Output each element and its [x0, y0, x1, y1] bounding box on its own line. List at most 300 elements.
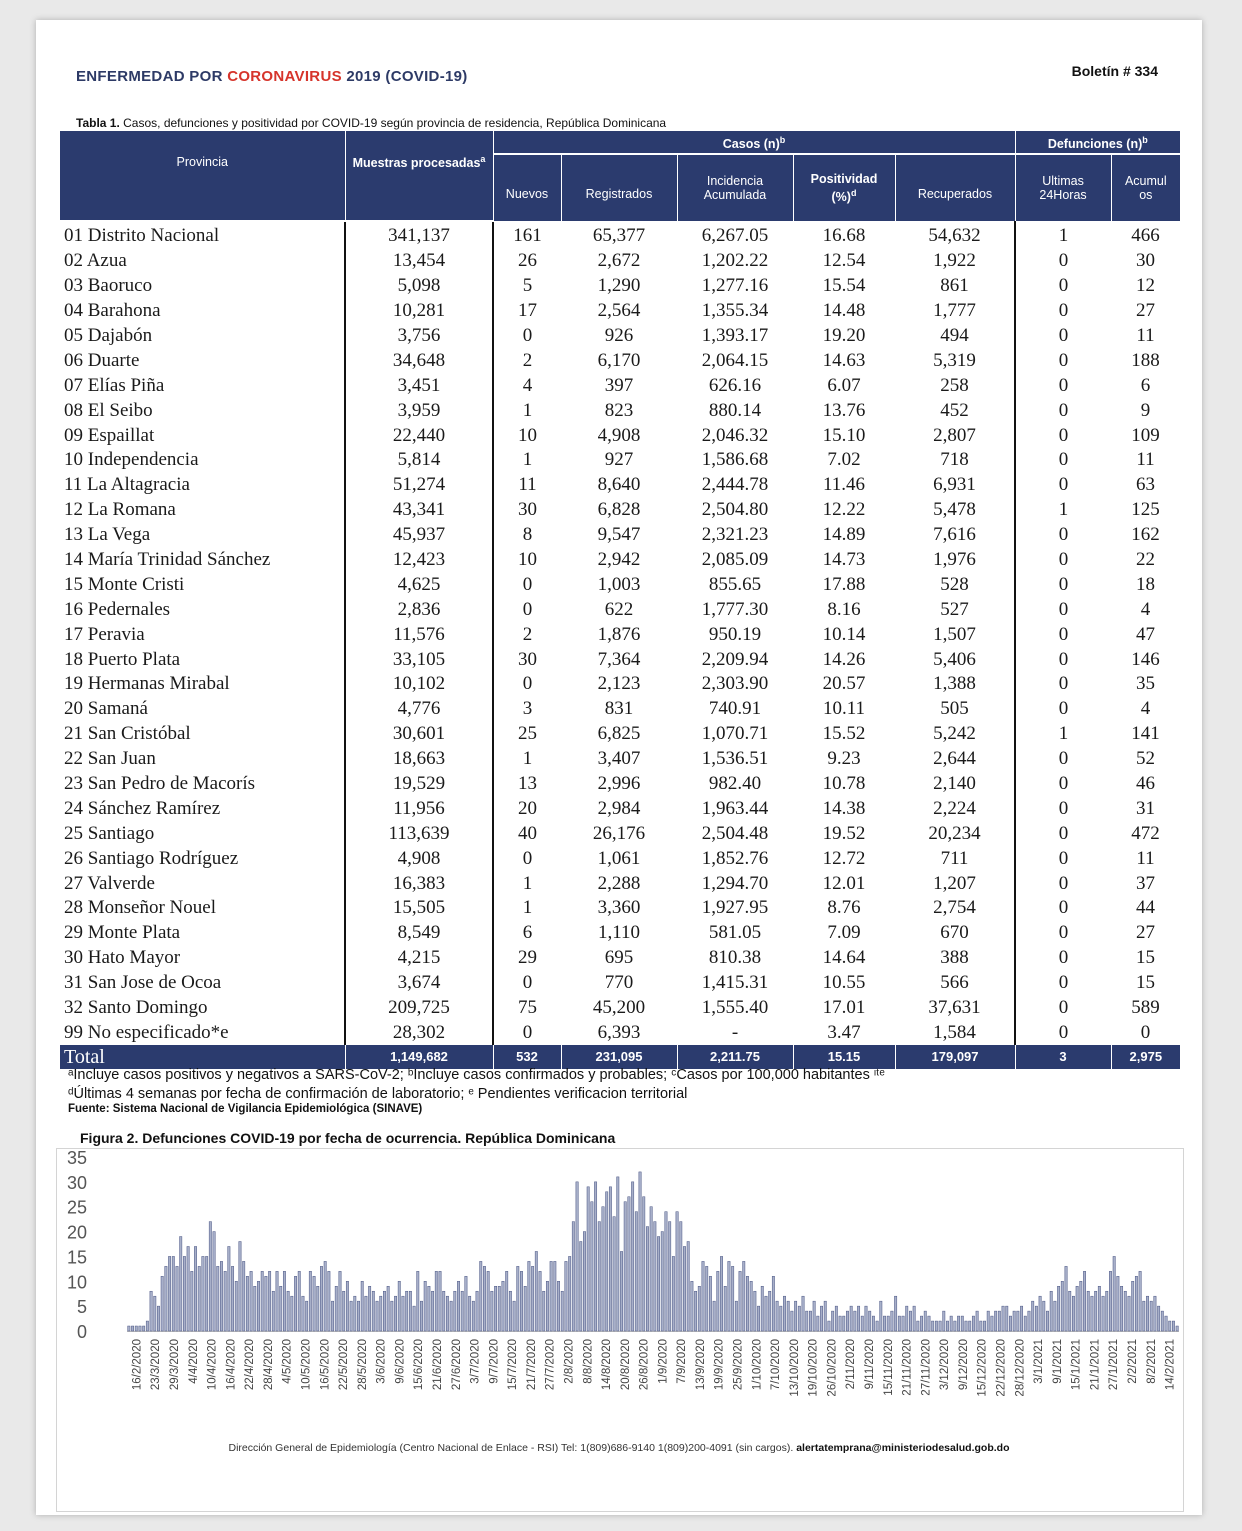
table-cell: 1,777.30: [701, 598, 769, 620]
table-cell: 341,137: [388, 225, 450, 247]
table-cell: 861: [940, 275, 969, 297]
death-bar: [435, 1271, 437, 1331]
province-name-cell: 22 San Juan: [60, 747, 345, 772]
x-tick-label: 29/3/2020: [169, 1339, 181, 1391]
table-cell: 30: [493, 498, 561, 523]
x-tick-label: 16/4/2020: [225, 1339, 238, 1391]
table-cell: 589: [1131, 997, 1160, 1019]
table-row: [60, 747, 1180, 772]
table-cell: 10,281: [392, 300, 446, 322]
death-bar: [802, 1296, 804, 1331]
table-cell: 1,536.51: [701, 748, 769, 770]
death-bar: [428, 1286, 430, 1331]
col-provincia: Provincia: [60, 131, 345, 221]
death-bar: [1172, 1321, 1174, 1331]
death-bar: [402, 1296, 404, 1331]
death-bar: [1109, 1271, 1111, 1331]
death-bar: [187, 1246, 189, 1331]
col-nuevos: Nuevos: [493, 154, 561, 221]
death-bar: [865, 1306, 867, 1331]
death-bar: [787, 1301, 789, 1331]
table-cell: 16.68: [822, 224, 866, 246]
death-bar: [954, 1321, 956, 1331]
table-cell: 15: [1136, 947, 1156, 969]
province-name-cell: 10 Independencia: [60, 448, 345, 473]
death-bar: [1169, 1321, 1171, 1331]
table-cell: 9.23: [827, 748, 861, 770]
footer-email[interactable]: alertatemprana@ministeriodesalud.gob.do: [796, 1442, 1010, 1454]
table-cell: 0: [1015, 473, 1111, 498]
table-cell: 15.15: [793, 1045, 895, 1069]
table-cell: 162: [1131, 524, 1160, 546]
death-bar: [680, 1222, 682, 1331]
death-bar: [720, 1256, 722, 1331]
table-cell: 26,176: [592, 822, 646, 844]
x-tick-label: 28/5/2020: [356, 1339, 369, 1391]
table-cell: 45,200: [592, 997, 646, 1019]
table-cell: 718: [940, 449, 969, 471]
table-cell: 472: [1131, 822, 1160, 844]
table-cell: 2,564: [597, 300, 641, 322]
table-cell: 1,777: [933, 300, 976, 322]
death-bar: [146, 1321, 148, 1331]
x-tick-label: 13/9/2020: [695, 1339, 707, 1391]
province-name-cell: 27 Valverde: [60, 871, 345, 896]
death-bar: [476, 1291, 478, 1331]
province-name-cell: Total: [60, 1045, 345, 1069]
death-bar: [446, 1296, 448, 1331]
death-bar: [1161, 1311, 1163, 1331]
table-cell: 30: [493, 647, 561, 672]
province-name-cell: 13 La Vega: [60, 523, 345, 548]
death-bar: [498, 1286, 500, 1331]
death-bar: [539, 1271, 541, 1331]
death-bar: [517, 1266, 519, 1331]
table-cell: 855.65: [708, 573, 762, 595]
death-bar: [887, 1316, 889, 1331]
table-row: [60, 846, 1180, 871]
y-tick-label: 5: [76, 1297, 87, 1318]
death-bar: [1069, 1291, 1071, 1331]
col-registrados: Registrados: [561, 154, 677, 221]
table-cell: 2,140: [933, 773, 976, 795]
death-bar: [587, 1187, 589, 1331]
death-bar: [420, 1301, 422, 1331]
province-name-cell: 16 Pedernales: [60, 597, 345, 622]
death-bar: [228, 1246, 230, 1331]
death-bar: [220, 1261, 222, 1331]
death-bar: [506, 1271, 508, 1331]
table-row: [60, 348, 1180, 373]
x-tick-label: 9/1/2021: [1051, 1339, 1064, 1384]
x-tick-label: 1/10/2020: [751, 1339, 764, 1391]
table-cell: 7.02: [827, 449, 861, 471]
death-bar: [480, 1261, 482, 1331]
death-bar: [383, 1291, 385, 1331]
table-cell: 1,149,682: [345, 1045, 493, 1069]
table-cell: 0: [1015, 324, 1111, 349]
x-tick-label: 14/2/2021: [1164, 1339, 1177, 1391]
table-cell: 188: [1131, 349, 1160, 371]
table-cell: 6.07: [827, 374, 861, 396]
death-bar: [620, 1251, 622, 1331]
table-cell: 10.11: [822, 698, 866, 720]
death-bar: [857, 1306, 859, 1331]
death-bar: [254, 1286, 256, 1331]
death-bar: [161, 1276, 163, 1331]
province-name-cell: 18 Puerto Plata: [60, 647, 345, 672]
province-name-cell: 11 La Altagracia: [60, 473, 345, 498]
table-row: [60, 548, 1180, 573]
x-tick-label: 27/11/2020: [920, 1339, 933, 1396]
table-cell: 22: [1136, 549, 1156, 571]
group-casos: Casos $(n)^b$: [493, 131, 1015, 154]
death-bar: [998, 1311, 1000, 1331]
death-bar: [172, 1256, 174, 1331]
y-tick-label: 0: [76, 1322, 87, 1342]
death-bar: [872, 1316, 874, 1331]
table-cell: 52: [1136, 748, 1156, 770]
table-cell: 54,632: [928, 224, 981, 246]
death-bar: [139, 1326, 141, 1331]
death-bar: [820, 1306, 822, 1331]
table-cell: 12: [1136, 275, 1156, 297]
death-bar: [272, 1291, 274, 1331]
table-cell: 5,814: [397, 449, 441, 471]
table-cell: 20: [493, 796, 561, 821]
death-bar: [709, 1276, 711, 1331]
table-cell: 6: [493, 921, 561, 946]
table-cell: 0: [1140, 1021, 1151, 1043]
death-bar: [694, 1291, 696, 1331]
table-cell: 1,003: [597, 573, 641, 595]
death-bar: [468, 1296, 470, 1331]
death-bar: [769, 1291, 771, 1331]
death-bar: [591, 1202, 593, 1331]
death-bar: [965, 1321, 967, 1331]
death-bar: [920, 1316, 922, 1331]
table-cell: 2,303.90: [701, 673, 769, 695]
table-cell: 1,290: [597, 275, 641, 297]
table-cell: 7,364: [597, 648, 641, 670]
death-bar: [1176, 1326, 1178, 1331]
death-bar: [320, 1266, 322, 1331]
x-tick-label: 27/1/2021: [1108, 1339, 1121, 1391]
province-name-cell: 14 María Trinidad Sánchez: [60, 548, 345, 573]
death-bar: [394, 1296, 396, 1331]
death-bar: [1035, 1306, 1037, 1331]
death-bar: [950, 1316, 952, 1331]
death-bar: [1120, 1286, 1122, 1331]
table-cell: 125: [1131, 499, 1160, 521]
death-bar: [380, 1296, 382, 1331]
death-bar: [276, 1271, 278, 1331]
table-cell: 5,478: [933, 499, 976, 521]
death-bar: [231, 1266, 233, 1331]
death-bar: [691, 1281, 693, 1331]
province-name-cell: 09 Espaillat: [60, 423, 345, 448]
death-bar: [683, 1246, 685, 1331]
table-cell: 12.72: [822, 847, 866, 869]
death-bar: [568, 1256, 570, 1331]
col-acumulados: Acumul os: [1111, 154, 1180, 221]
table-cell: 0: [493, 846, 561, 871]
death-bar: [1017, 1311, 1019, 1331]
death-bar: [1132, 1281, 1134, 1331]
table-cell: 831: [604, 698, 634, 720]
death-bar: [750, 1281, 752, 1331]
death-bar: [943, 1311, 945, 1331]
table-cell: 6,170: [597, 349, 641, 371]
table-cell: 3: [493, 697, 561, 722]
table-row: [60, 324, 1180, 349]
table-cell: 13,454: [392, 250, 446, 272]
death-bar: [294, 1276, 296, 1331]
x-tick-label: 9/7/2020: [488, 1339, 501, 1384]
table-cell: 581.05: [708, 922, 762, 944]
death-bar: [846, 1311, 848, 1331]
death-bar: [198, 1266, 200, 1331]
province-table: [60, 131, 1180, 1069]
province-name-cell: 28 Monseñor Nouel: [60, 896, 345, 921]
page-title: ENFERMEDAD POR CORONAVIRUS 2019 (COVID-19): [76, 68, 468, 85]
table-cell: 15.52: [822, 723, 866, 745]
death-bar: [376, 1301, 378, 1331]
x-tick-label: 4/5/2020: [281, 1339, 294, 1384]
table-row: [60, 772, 1180, 797]
x-tick-label: 26/8/2020: [638, 1339, 651, 1391]
death-bar: [361, 1281, 363, 1331]
table-cell: 4,908: [597, 424, 641, 446]
x-tick-label: 15/6/2020: [413, 1339, 426, 1391]
table-cell: 0: [1015, 348, 1111, 373]
death-bar: [343, 1291, 345, 1331]
table-cell: 505: [940, 698, 969, 720]
death-bar: [798, 1306, 800, 1331]
table-row: [60, 1021, 1180, 1046]
death-bar: [894, 1296, 896, 1331]
death-bar: [372, 1291, 374, 1331]
x-tick-label: 9/6/2020: [394, 1339, 407, 1384]
death-bar: [757, 1306, 759, 1331]
table-cell: 0: [493, 324, 561, 349]
death-bar: [280, 1286, 282, 1331]
table-cell: 10.14: [822, 623, 866, 645]
death-bar: [917, 1321, 919, 1331]
death-bar: [535, 1251, 537, 1331]
death-bar: [128, 1326, 130, 1331]
table-row: [60, 996, 1180, 1021]
death-bar: [772, 1276, 774, 1331]
death-bar: [828, 1321, 830, 1331]
death-bar: [457, 1281, 459, 1331]
death-bar: [861, 1316, 863, 1331]
table-cell: 0: [1015, 996, 1111, 1021]
table-cell: 1: [493, 747, 561, 772]
province-name-cell: 17 Peravia: [60, 622, 345, 647]
death-bar: [487, 1271, 489, 1331]
x-tick-label: 4/4/2020: [187, 1339, 200, 1384]
table-cell: 20,234: [928, 822, 981, 844]
death-bar: [298, 1271, 300, 1331]
death-bar: [654, 1222, 656, 1331]
table-cell: 45,937: [392, 524, 446, 546]
death-bar: [1046, 1311, 1048, 1331]
table-cell: 3: [1015, 1045, 1111, 1069]
x-tick-label: 22/5/2020: [338, 1339, 350, 1391]
death-bar: [724, 1286, 726, 1331]
death-bar: [1080, 1281, 1082, 1331]
y-tick-label: 35: [66, 1149, 87, 1168]
table-cell: 0: [1015, 398, 1111, 423]
death-bar: [761, 1286, 763, 1331]
table-cell: 11: [493, 473, 561, 498]
table-cell: 1,584: [933, 1021, 976, 1043]
death-bar: [735, 1301, 737, 1331]
table-cell: 35: [1136, 673, 1156, 695]
table-cell: 0: [1015, 747, 1111, 772]
death-bar: [924, 1311, 926, 1331]
death-bar: [1113, 1256, 1115, 1331]
table-cell: 22,440: [392, 424, 446, 446]
table-cell: 2,224: [933, 797, 976, 819]
table-cell: 27: [1136, 300, 1156, 322]
table-cell: 10,102: [392, 673, 446, 695]
table-cell: 0: [1015, 846, 1111, 871]
table-cell: 2,975: [1111, 1045, 1180, 1069]
death-bar: [246, 1276, 248, 1331]
y-tick-label: 10: [66, 1272, 87, 1293]
death-bar: [854, 1311, 856, 1331]
table-cell: 2,807: [933, 424, 976, 446]
death-bar: [939, 1321, 941, 1331]
table-row: [60, 274, 1180, 299]
x-tick-label: 8/2/2021: [1145, 1339, 1158, 1384]
x-tick-label: 15/11/2020: [882, 1339, 895, 1396]
death-bar: [509, 1291, 511, 1331]
table-cell: 6,825: [597, 723, 641, 745]
province-name-cell: 26 Santiago Rodríguez: [60, 846, 345, 871]
death-bar: [1057, 1286, 1059, 1331]
death-bar: [291, 1296, 293, 1331]
death-bar: [346, 1281, 348, 1331]
table-cell: 2,209.94: [701, 648, 769, 670]
x-tick-label: 22/4/2020: [244, 1339, 257, 1391]
death-bar: [928, 1316, 930, 1331]
province-table-body: [60, 221, 1180, 1069]
table-row: [60, 946, 1180, 971]
death-bar: [194, 1246, 196, 1331]
death-bar: [1039, 1296, 1041, 1331]
table-cell: 11: [1136, 325, 1155, 346]
table-row: [60, 221, 1180, 249]
death-bar: [794, 1301, 796, 1331]
death-bar: [791, 1311, 793, 1331]
table-cell: 0: [1015, 523, 1111, 548]
table-row: [60, 373, 1180, 398]
table-cell: 37: [1136, 872, 1156, 894]
table-cell: 75: [493, 996, 561, 1021]
table-cell: 141: [1131, 723, 1160, 745]
death-bar: [461, 1291, 463, 1331]
table-cell: 1,355.34: [701, 300, 769, 322]
x-tick-label: 7/10/2020: [770, 1339, 783, 1391]
y-tick-label: 20: [66, 1222, 87, 1243]
table-cell: 33,105: [392, 648, 446, 670]
table-cell: 927: [604, 449, 634, 471]
table-cell: 1,507: [933, 623, 976, 645]
x-tick-label: 27/7/2020: [544, 1339, 557, 1391]
table-cell: 532: [493, 1045, 561, 1069]
table-cell: 0: [1015, 971, 1111, 996]
death-bar: [698, 1286, 700, 1331]
y-tick-label: 25: [66, 1197, 87, 1218]
table-cell: 13.76: [822, 399, 866, 421]
table-row: [60, 672, 1180, 697]
table-cell: 5,242: [933, 723, 976, 745]
table-cell: 926: [604, 325, 634, 346]
death-bar: [765, 1296, 767, 1331]
deaths-bar-chart: [57, 1149, 1181, 1439]
death-bar: [850, 1306, 852, 1331]
table-cell: 0: [1015, 622, 1111, 647]
death-bar: [713, 1301, 715, 1331]
death-bar: [1146, 1296, 1148, 1331]
table-row: [60, 722, 1180, 747]
death-bar: [743, 1261, 745, 1331]
table-cell: 626.16: [708, 374, 762, 396]
table-cell: 30,601: [392, 723, 446, 745]
death-bar: [739, 1271, 741, 1331]
title-highlight: CORONAVIRUS: [227, 68, 342, 85]
table-row: [60, 398, 1180, 423]
x-tick-label: 26/10/2020: [826, 1339, 839, 1397]
province-name-cell: 99 No especificado*e: [60, 1021, 345, 1046]
table-cell: 20.57: [822, 673, 866, 695]
x-tick-label: 19/9/2020: [713, 1339, 726, 1391]
table-cell: 18: [1136, 573, 1156, 595]
table-cell: 25: [493, 722, 561, 747]
table-cell: 6,931: [933, 474, 976, 496]
table-cell: 2,672: [597, 250, 641, 272]
table-row: [60, 921, 1180, 946]
province-table-wrapper: [60, 131, 1180, 1069]
x-tick-label: 15/1/2021: [1070, 1339, 1083, 1391]
table-cell: 30: [1136, 250, 1156, 272]
table-row: [60, 821, 1180, 846]
table-cell: 1,415.31: [701, 972, 769, 994]
table-cell: 0: [493, 1021, 561, 1046]
table-cell: 0: [1015, 274, 1111, 299]
death-bar: [328, 1271, 330, 1331]
death-bar: [991, 1316, 993, 1331]
table-cell: 4,776: [397, 698, 441, 720]
table-cell: 15,505: [392, 897, 446, 919]
death-bar: [635, 1212, 637, 1331]
death-bar: [180, 1237, 182, 1331]
table-cell: 2,754: [933, 897, 976, 919]
province-name-cell: 12 La Romana: [60, 498, 345, 523]
table-cell: 0: [1015, 597, 1111, 622]
table-row: [60, 871, 1180, 896]
table-cell: 14.38: [822, 797, 866, 819]
death-bar: [602, 1207, 604, 1331]
death-bar: [1024, 1316, 1026, 1331]
death-bar: [454, 1291, 456, 1331]
death-bar: [813, 1301, 815, 1331]
table-row: [60, 498, 1180, 523]
death-bar: [831, 1311, 833, 1331]
